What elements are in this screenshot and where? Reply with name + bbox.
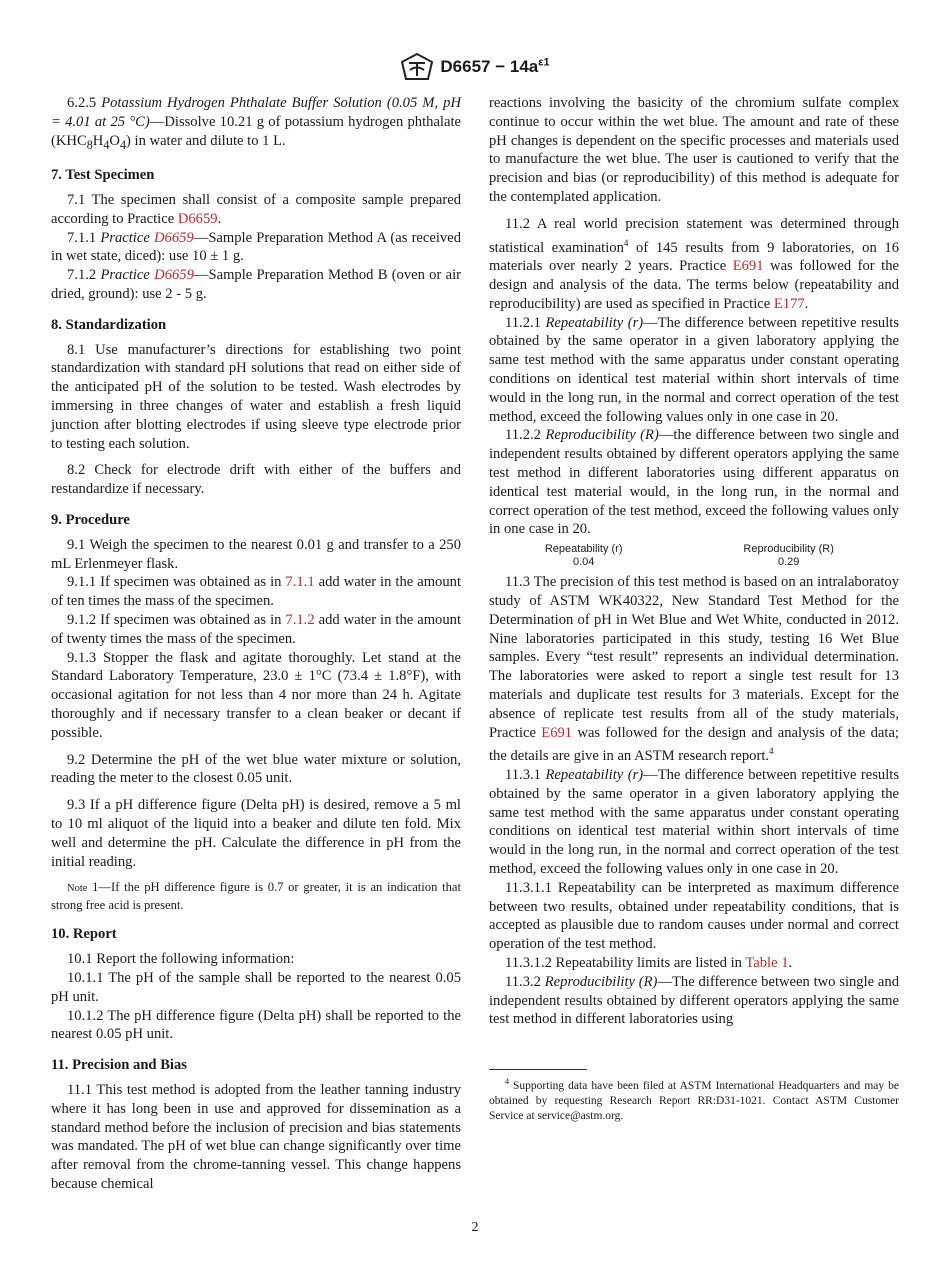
para-11-2-1: 11.2.1 Repeatability (r)—The difference between repetitive results obtained by the same operator in a given laboratory applying the same test method with the same apparatus under constant operating conditions on identical test material within short intervals of time would in the long run, in the normal and correct operation of the test method, exceed the following values only in one case in 20. (489, 314, 900, 425)
section-heading-9: 9. Procedure (51, 512, 130, 529)
para-11-3-1: 11.3.1 Repeatability (r)—The difference between repetitive results obtained by the same operator in a given laboratory applying the same test method with the same apparatus under constant operating conditions on identical test material within short intervals of time would in the long run, in the normal and correct operation of the test method, exceed the following values only in one case in 20. (489, 767, 900, 877)
para-9-1: 9.1 Weigh the specimen to the nearest 0.01 g and transfer to a 250 mL Erlenmeyer flask. (51, 536, 461, 572)
para-9-1-3: 9.1.3 Stopper the flask and agitate thoroughly. Let stand at the Standard Laboratory Temperature, 23.0 ± 1°C (73.4 ± 1.8°F), with occasional agitation for not less than 4 nor more than 24 h. Agitate thoroughly and if necessary transfer to a clean beaker or decant if possible. (51, 649, 461, 741)
para-9-1-2: 9.1.2 If specimen was obtained as in 7.1.2 add water in the amount of twenty times the mass of the specimen. (51, 612, 461, 647)
footnote-ref: 4 (769, 746, 774, 757)
section-heading-11: 11. Precision and Bias (51, 1057, 187, 1074)
link-e691[interactable]: E691 (541, 724, 573, 741)
astm-logo-icon (400, 52, 434, 82)
document-code: $D6657 - 14a^{\varepsilon 1}$ (440, 56, 550, 77)
reproducibility-header: Reproducibility (R) (743, 543, 834, 556)
left-column (51, 94, 461, 1194)
link-e691[interactable]: E691 (732, 258, 764, 275)
para-11-1-continued: reactions involving the basicity of the chromium sulfate complex continue to occur within the wet blue. The amount and rate of these pH changes is dependent on the specific processes and materials used to manufacture the wet blue. The user is cautioned to verify that the precision and bias (or reproducibility) of this method is adequate for the contemplated application. (489, 95, 899, 205)
section-heading-7: 7. Test Specimen (51, 167, 155, 184)
para-8-1: 8.1 Use manufacturer’s directions for establishing two point standardization with standard pH solutions that read on either side of the anticipated pH of the solution to be tested. Wash electrodes by immersing in three changes of water and establish a fresh liquid junction after blotting electrodes if using sleeve type electrode prior to testing each solution. (51, 341, 461, 452)
section-heading-8: 8. Standardization (51, 316, 167, 333)
link-e177[interactable]: E177 (773, 295, 805, 312)
note-1: Note 1—If the pH difference figure is 0.7 or greater, it is an indication that strong free acid is present. (51, 880, 461, 913)
link-table-1[interactable]: Table 1 (745, 954, 789, 971)
link-d6659[interactable]: D6659 (154, 267, 194, 284)
repeatability-value: 0.04 (572, 556, 595, 569)
link-d6659[interactable]: D6659 (177, 210, 218, 227)
para-7-1-2: 7.1.2 Practice D6659—Sample Preparation Method B (oven or air dried, ground): use 2 - 5 g. (51, 267, 461, 303)
page-header (0, 52, 950, 82)
repeatability-header: Repeatability (r) (544, 543, 623, 556)
right-column (489, 94, 899, 1124)
link-7-1-1[interactable]: 7.1.1 (285, 574, 315, 591)
para-10-1-2: 10.1.2 The pH difference figure (Delta pH) shall be reported to the nearest 0.05 pH unit. (51, 1007, 461, 1043)
para-11-1: 11.1 This test method is adopted from the leather tanning industry where it has long been in use and approved for dissemination as a standard method before the inclusion of precision and bias statements was mandated. The pH of wet blue can change significantly over time after removal from the chrome-tanning vessel. This change happens because chemical (51, 1081, 461, 1192)
para-11-3-1-2: 11.3.1.2 Repeatability limits are listed in Table 1. (505, 954, 793, 971)
para-11-2: 11.2 A real world precision statement was determined through statistical examination$^4$ of 145 results from 9 laboratories, on 16 materials over nearly 2 years. Practice E691 was followed for the design and analysis of the data. The terms below (repeatability and reproducibility) are used as specified in Practice E177. (489, 215, 899, 312)
para-11-2-2: 11.2.2 Reproducibility (R)—the difference between two single and independent results obtained by different operators applying the same test method in different laboratories using different apparatus on identical test material would, in the long run, in the normal and correct operation of the test method, exceed the following values only in one case in 20. (489, 427, 900, 538)
para-10-1-1: 10.1.1 The pH of the sample shall be reported to the nearest 0.05 pH unit. (51, 969, 461, 1005)
para-10-1: 10.1 Report the following information: (67, 951, 295, 968)
para-7-1-1: 7.1.1 Practice D6659—Sample Preparation Method A (as received in wet state, diced): use 10 ± 1 g. (51, 229, 461, 265)
para-11-3-1-1: 11.3.1.1 Repeatability can be interpreted as maximum difference between two results, obtained under repeatability conditions, that is accepted as plausible due to random causes under normal and correct operation of the test method. (489, 879, 899, 953)
page-number: 2 (471, 1220, 479, 1235)
para-11-3: 11.3 The precision of this test method is based on an intralaboratoy study of ASTM WK40322, New Standard Test Method for the Determination of pH in Wet Blue and Wet White, conducted in 2012. Nine laboratories participated in this study, testing 16 Wet Blue samples. Every “test result” represents an individual determination. The laboratories were asked to report a single test result for 13 materials and duplicate test results for 3 materials. Except for the absence of replicate test results from all of the study materials, Practice E691 was followed for the design and analysis of the data; the details are give in an ASTM research report.$^4$ (489, 574, 899, 765)
para-11-3-2: 11.3.2 Reproducibility (R)—The difference between two single and independent results obtained by different operators applying the same test method in different laboratories using (489, 973, 899, 1028)
precision-values-table (489, 543, 899, 569)
reproducibility-value: 0.29 (777, 556, 800, 569)
para-6-2-5: 6.2.5 Potassium Hydrogen Phthalate Buffer Solution (0.05 M, pH = 4.01 at 25 °C)—Dissolve 10.21 g of potassium hydrogen phthalate $(KHC_8H_4O_4)$ in water and dilute to 1 L. (51, 95, 461, 152)
para-7-1: 7.1 The specimen shall consist of a composite sample prepared according to Practice D6659. (51, 192, 461, 227)
link-7-1-2[interactable]: 7.1.2 (285, 612, 315, 629)
para-9-3: 9.3 If a pH difference figure (Delta pH) is desired, remove a 5 ml to 10 ml aliquot of the liquid into a beaker and dilute ten fold. Mix well and determine the pH. Calculate the difference in pH from the initial reading. (51, 797, 461, 870)
para-8-2: 8.2 Check for electrode drift with either of the buffers and restandardize if necessary. (51, 462, 461, 498)
footnote-divider (489, 1069, 587, 1070)
link-d6659[interactable]: D6659 (153, 229, 194, 246)
para-9-1-1: 9.1.1 If specimen was obtained as in 7.1.1 add water in the amount of ten times the mass of the specimen. (51, 574, 461, 610)
footnote-ref: 4 (623, 237, 629, 248)
footnote-4: $^4$ Supporting data have been filed at ASTM International Headquarters and may be obtained by requesting Research Report RR:D31-1021. Contact ASTM Customer Service at service@astm.org. (489, 1077, 899, 1122)
para-9-2: 9.2 Determine the pH of the wet blue water mixture or solution, reading the meter to the closest 0.05 unit. (51, 751, 461, 787)
section-heading-10: 10. Report (51, 926, 117, 943)
